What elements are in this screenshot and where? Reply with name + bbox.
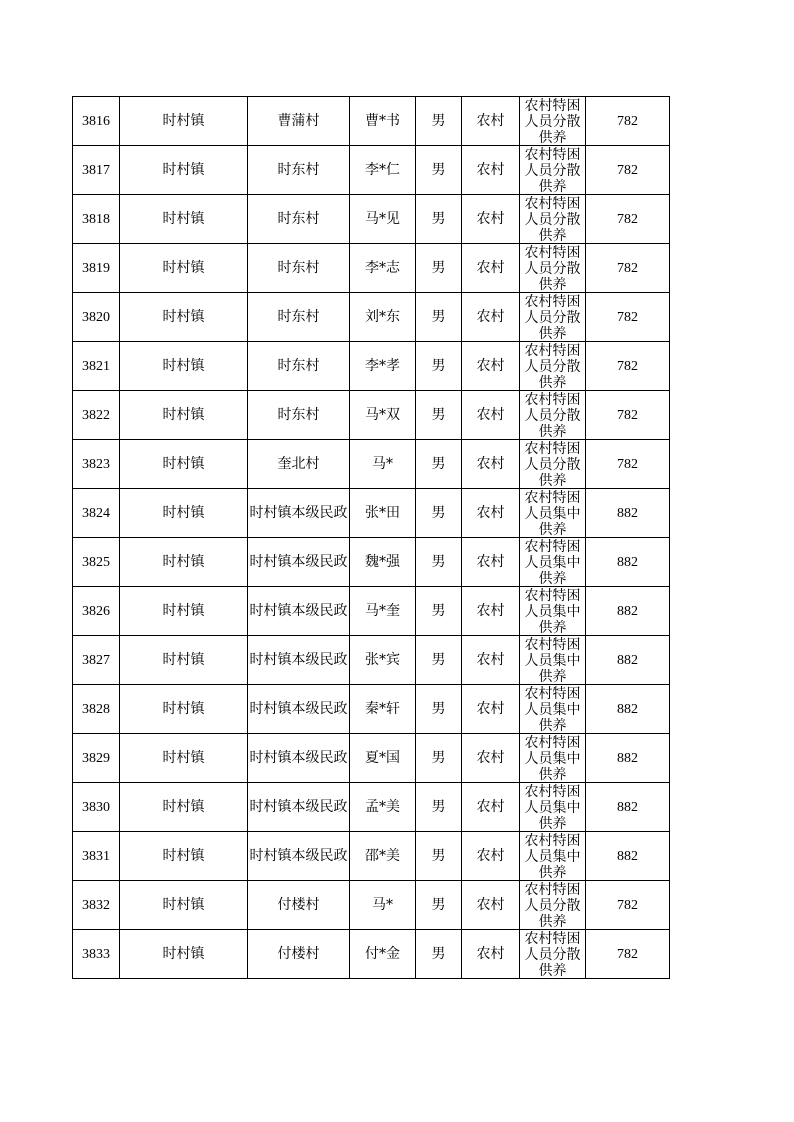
cell-town: 时村镇 [120, 930, 248, 979]
cell-area: 农村 [462, 832, 520, 881]
cell-id: 3832 [73, 881, 120, 930]
cell-amount: 882 [586, 734, 670, 783]
table-row [73, 244, 670, 293]
cell-amount: 782 [586, 195, 670, 244]
cell-town: 时村镇 [120, 685, 248, 734]
cell-gender: 男 [416, 832, 462, 881]
cell-category [520, 391, 586, 440]
table-row [73, 832, 670, 881]
category-text: 农村特困人员分散供养 [524, 97, 581, 145]
cell-area: 农村 [462, 636, 520, 685]
table-row [73, 97, 670, 146]
table-row [73, 440, 670, 489]
cell-village: 时东村 [248, 342, 350, 391]
cell-area: 农村 [462, 440, 520, 489]
cell-village: 时村镇本级民政 [248, 685, 350, 734]
cell-gender: 男 [416, 244, 462, 293]
cell-category [520, 146, 586, 195]
cell-amount: 882 [586, 538, 670, 587]
cell-category [520, 293, 586, 342]
table-row [73, 783, 670, 832]
category-text: 农村特困人员分散供养 [524, 930, 581, 978]
cell-town: 时村镇 [120, 440, 248, 489]
cell-gender: 男 [416, 195, 462, 244]
table-row [73, 930, 670, 979]
category-text: 农村特困人员分散供养 [524, 146, 581, 194]
cell-amount: 782 [586, 440, 670, 489]
cell-name: 马*见 [350, 195, 416, 244]
category-text: 农村特困人员分散供养 [524, 881, 581, 929]
cell-town: 时村镇 [120, 881, 248, 930]
cell-name: 曹*书 [350, 97, 416, 146]
cell-town: 时村镇 [120, 489, 248, 538]
cell-town: 时村镇 [120, 391, 248, 440]
cell-town: 时村镇 [120, 783, 248, 832]
cell-village: 时村镇本级民政 [248, 538, 350, 587]
cell-town: 时村镇 [120, 97, 248, 146]
table-row [73, 587, 670, 636]
cell-gender: 男 [416, 538, 462, 587]
cell-amount: 882 [586, 832, 670, 881]
cell-amount: 882 [586, 783, 670, 832]
cell-amount: 782 [586, 930, 670, 979]
cell-id: 3821 [73, 342, 120, 391]
cell-amount: 782 [586, 342, 670, 391]
cell-village: 付楼村 [248, 930, 350, 979]
category-text: 农村特困人员分散供养 [524, 195, 581, 243]
cell-id: 3816 [73, 97, 120, 146]
cell-id: 3828 [73, 685, 120, 734]
cell-amount: 782 [586, 391, 670, 440]
cell-area: 农村 [462, 244, 520, 293]
cell-name: 付*金 [350, 930, 416, 979]
cell-gender: 男 [416, 685, 462, 734]
cell-gender: 男 [416, 734, 462, 783]
cell-id: 3824 [73, 489, 120, 538]
table-row [73, 293, 670, 342]
cell-area: 农村 [462, 587, 520, 636]
cell-amount: 782 [586, 293, 670, 342]
cell-category [520, 734, 586, 783]
cell-village: 时村镇本级民政 [248, 587, 350, 636]
table-row [73, 489, 670, 538]
cell-name: 李*仁 [350, 146, 416, 195]
table-row [73, 685, 670, 734]
cell-name: 夏*国 [350, 734, 416, 783]
cell-category [520, 489, 586, 538]
cell-category [520, 244, 586, 293]
category-text: 农村特困人员分散供养 [524, 440, 581, 488]
cell-village: 时东村 [248, 391, 350, 440]
cell-amount: 782 [586, 244, 670, 293]
cell-area: 农村 [462, 146, 520, 195]
category-text: 农村特困人员集中供养 [524, 734, 581, 782]
category-text: 农村特困人员集中供养 [524, 832, 581, 880]
cell-id: 3831 [73, 832, 120, 881]
cell-id: 3825 [73, 538, 120, 587]
cell-gender: 男 [416, 146, 462, 195]
data-table [72, 96, 670, 979]
table-row [73, 881, 670, 930]
cell-town: 时村镇 [120, 244, 248, 293]
category-text: 农村特困人员集中供养 [524, 489, 581, 537]
cell-amount: 782 [586, 97, 670, 146]
cell-area: 农村 [462, 734, 520, 783]
cell-name: 李*志 [350, 244, 416, 293]
cell-category [520, 97, 586, 146]
cell-village: 时村镇本级民政 [248, 783, 350, 832]
table-row [73, 636, 670, 685]
cell-area: 农村 [462, 489, 520, 538]
cell-gender: 男 [416, 587, 462, 636]
cell-id: 3826 [73, 587, 120, 636]
category-text: 农村特困人员分散供养 [524, 293, 581, 341]
table-row [73, 734, 670, 783]
table-row [73, 391, 670, 440]
cell-area: 农村 [462, 391, 520, 440]
cell-id: 3822 [73, 391, 120, 440]
cell-gender: 男 [416, 342, 462, 391]
cell-town: 时村镇 [120, 146, 248, 195]
cell-name: 马*双 [350, 391, 416, 440]
cell-name: 邵*美 [350, 832, 416, 881]
cell-amount: 882 [586, 489, 670, 538]
cell-category [520, 783, 586, 832]
cell-area: 农村 [462, 538, 520, 587]
cell-village: 时村镇本级民政 [248, 489, 350, 538]
cell-area: 农村 [462, 293, 520, 342]
cell-village: 时东村 [248, 195, 350, 244]
cell-category [520, 342, 586, 391]
cell-village: 时东村 [248, 146, 350, 195]
cell-area: 农村 [462, 97, 520, 146]
cell-category [520, 636, 586, 685]
cell-gender: 男 [416, 293, 462, 342]
cell-id: 3820 [73, 293, 120, 342]
cell-id: 3827 [73, 636, 120, 685]
cell-area: 农村 [462, 881, 520, 930]
cell-gender: 男 [416, 391, 462, 440]
cell-name: 马* [350, 881, 416, 930]
cell-gender: 男 [416, 97, 462, 146]
cell-village: 时村镇本级民政 [248, 734, 350, 783]
cell-area: 农村 [462, 342, 520, 391]
cell-name: 魏*强 [350, 538, 416, 587]
cell-town: 时村镇 [120, 636, 248, 685]
cell-name: 张*田 [350, 489, 416, 538]
cell-category [520, 440, 586, 489]
cell-amount: 782 [586, 881, 670, 930]
cell-id: 3830 [73, 783, 120, 832]
cell-village: 时村镇本级民政 [248, 636, 350, 685]
cell-category [520, 832, 586, 881]
cell-category [520, 930, 586, 979]
table-row [73, 342, 670, 391]
category-text: 农村特困人员集中供养 [524, 538, 581, 586]
cell-amount: 882 [586, 636, 670, 685]
cell-area: 农村 [462, 195, 520, 244]
category-text: 农村特困人员集中供养 [524, 636, 581, 684]
cell-category [520, 538, 586, 587]
cell-town: 时村镇 [120, 538, 248, 587]
cell-gender: 男 [416, 636, 462, 685]
cell-category [520, 881, 586, 930]
cell-amount: 882 [586, 587, 670, 636]
cell-id: 3818 [73, 195, 120, 244]
cell-town: 时村镇 [120, 587, 248, 636]
table-row [73, 538, 670, 587]
cell-category [520, 195, 586, 244]
cell-amount: 782 [586, 146, 670, 195]
cell-area: 农村 [462, 930, 520, 979]
cell-village: 奎北村 [248, 440, 350, 489]
cell-name: 刘*东 [350, 293, 416, 342]
cell-area: 农村 [462, 783, 520, 832]
cell-town: 时村镇 [120, 734, 248, 783]
category-text: 农村特困人员分散供养 [524, 391, 581, 439]
cell-town: 时村镇 [120, 342, 248, 391]
cell-name: 李*孝 [350, 342, 416, 391]
cell-town: 时村镇 [120, 832, 248, 881]
category-text: 农村特困人员集中供养 [524, 685, 581, 733]
cell-name: 马* [350, 440, 416, 489]
category-text: 农村特困人员集中供养 [524, 587, 581, 635]
cell-area: 农村 [462, 685, 520, 734]
cell-name: 张*宾 [350, 636, 416, 685]
cell-gender: 男 [416, 440, 462, 489]
cell-gender: 男 [416, 930, 462, 979]
cell-name: 秦*轩 [350, 685, 416, 734]
cell-amount: 882 [586, 685, 670, 734]
cell-village: 曹蒲村 [248, 97, 350, 146]
cell-gender: 男 [416, 489, 462, 538]
cell-gender: 男 [416, 881, 462, 930]
cell-id: 3817 [73, 146, 120, 195]
cell-name: 马*奎 [350, 587, 416, 636]
cell-village: 时东村 [248, 244, 350, 293]
category-text: 农村特困人员分散供养 [524, 244, 581, 292]
category-text: 农村特困人员集中供养 [524, 783, 581, 831]
cell-category [520, 587, 586, 636]
cell-id: 3829 [73, 734, 120, 783]
cell-id: 3819 [73, 244, 120, 293]
cell-category [520, 685, 586, 734]
table-row [73, 146, 670, 195]
cell-village: 付楼村 [248, 881, 350, 930]
cell-village: 时村镇本级民政 [248, 832, 350, 881]
category-text: 农村特困人员分散供养 [524, 342, 581, 390]
cell-town: 时村镇 [120, 293, 248, 342]
cell-name: 孟*美 [350, 783, 416, 832]
cell-town: 时村镇 [120, 195, 248, 244]
table-row [73, 195, 670, 244]
cell-id: 3823 [73, 440, 120, 489]
cell-id: 3833 [73, 930, 120, 979]
cell-village: 时东村 [248, 293, 350, 342]
cell-gender: 男 [416, 783, 462, 832]
